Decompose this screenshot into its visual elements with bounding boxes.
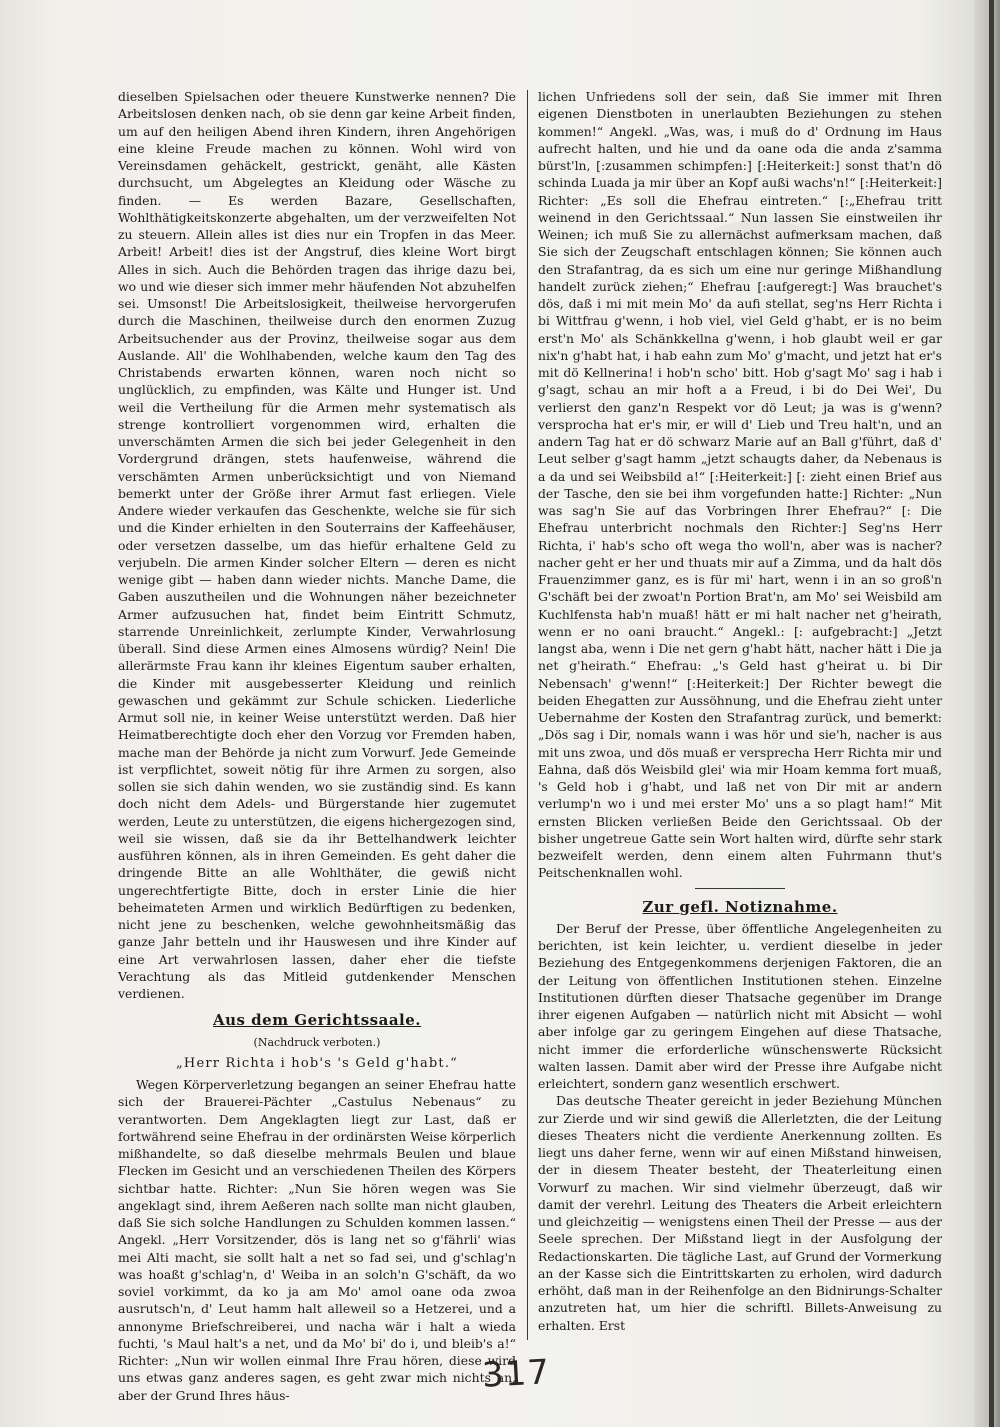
right-paragraph-2: Der Beruf der Presse, über öffentliche Angelegenheiten zu berichten, ist kein leichter, u. verdient dieselbe in jeder Beziehung des Entgegenkommens derjenigen Faktoren, die an der Leitung von öffentlichen Institutionen stehen. Einzelne Institutionen dürften dieser Thatsache gegenüber im Drange ihrer eigenen Aufgaben — natürlich nicht mit Absicht — wohl aber infolge gar zu geringem Eingehen auf diese Thatsache, nicht immer die erforderliche wünschenswerte Rücksicht walten lassen. Damit aber wird der Presse ihre Aufgabe nicht erleichtert, sondern ganz wesentlich erschwert. — [538, 920, 942, 1091]
article-motto: „Herr Richta i hob's 's Geld g'habt.“ — [175, 1055, 459, 1071]
section-rule — [695, 888, 785, 889]
reprint-note: (Nachdruck verboten.) — [253, 1035, 381, 1049]
right-paragraph-3: Das deutsche Theater gereicht in jeder Beziehung München zur Zierde und wir sind gewiß die Allerletzten, die der Leitung dieses Theaters nicht die verdiente Anerkennung zollten. Es liegt uns daher ferne, wenn wir auf einen Mißstand hinweisen, der in diesem Theater besteht, der Theaterleitung einen Vorwurf zu machen. Wir sind vielmehr überzeugt, daß wir damit der verehrl. Leitung des Theaters die Arbeit erleichtern und gleichzeitig — wenigstens einen Theil der Presse — aus der Seele sprechen. Der Mißstand liegt in der Ausfolgung der Redactionskarten. Die tägliche Last, auf Grund der Vormerkung an der Kasse sich die Eintrittskarten zu erholen, wird dadurch erhöht, daß man in der Reihenfolge an den Bidnirungs-Schalter anzutreten hat, um hier die schriftl. Billets-Anweisung zu erhalten. Erst — [538, 1093, 942, 1333]
left-paragraph-1: dieselben Spielsachen oder theuere Kunstwerke nennen? Die Arbeitslosen denken nach, ob sie denn gar keine Arbeit finden, um auf den heiligen Abend ihren Kindern, ihren Angehörigen eine kleine Freude machen zu können. Wohl wird von Vereinsdamen gehäckelt, gestrickt, genäht, alle Kästen durchsucht, um Abgelegtes an Kleidung oder Wäsche zu finden. — Es werden Bazare, Gesellschaften, Wohlthätigkeitskonzerte abgehalten, um der verzweifelten Not zu steuern. Allein alles ist dies nur ein Tropfen in das Meer. Arbeit! Arbeit! dies ist der Angstruf, dies kleine Wort birgt Alles in sich. Auch die Behörden tragen das ihrige dazu bei, wo und wie dieser sich immer mehr häufenden Not abzuhelfen sei. Umsonst! Die Arbeitslosigkeit, theilweise hervorgerufen durch die Maschinen, theilweise durch den enormen Zuzug Arbeitsuchender aus der Provinz, theilweise sogar aus dem Auslande. All' die Wohlhabenden, welche kaum den Tag des Christabends erwarten können, waren noch nicht so unglücklich, zu empfinden, was Kälte und Hunger ist. Und weil die Vertheilung für die Armen mehr systematisch als strenge kontrolliert vorgenommen wird, erhalten die unverschämten Armen die sich bei jeder Gelegenheit in den Vordergrund drängen, stets haufenweise, während die verschämten Armen unberücksichtigt und von Niemand bemerkt unter der Größe ihrer Armut fast erliegen. Viele Andere wieder verkaufen das Geschenkte, welche sie für sich und die Kinder erhielten in den Souterrains der Kaffeehäuser, oder versetzen dasselbe, um das hiefür erhaltene Geld zu verjubeln. Die armen Kinder solcher Eltern — deren es nicht wenige gibt — haben dann wieder nichts. Manche Dame, die Gaben auszutheilen und die Wohnungen näher bezeichneter Armer aufzusuchen hat, findet beim Eintritt Schmutz, starrende Unreinlichkeit, zerlumpte Kinder, Verwahrlosung überall. Sind diese Armen eines Almosens würdig? Nein! Die allerärmste Frau kann ihr kleines Eigentum sauber erhalten, die Kinder mit ausgebesserter Kleidung und reinlich gewaschen und gekämmt zur Schule schicken. Liederliche Armut soll nie, in keiner Weise unterstützt werden. Daß hier Heimatberechtigte doch eher den Vorzug vor Fremden haben, mache man der Behörde ja nicht zum Vorwurf. Jede Gemeinde ist verpflichtet, soweit nötig für ihre Armen zu sorgen, also sollen sie sich dahin wenden, wo sie zuständig sind. Es kann doch nicht dem Adels- und Bürgerstande hier zugemutet werden, Leute zu unterstützen, die eigens hichergezogen sind, weil sie wissen, daß sie da ihr Bettelhandwerk leichter ausführen können, als in ihren Gemeinden. Es geht daher die dringende Bitte an alle Wohlthäter, die gewiß nicht ungerechtfertigte Bitte, doch in erster Linie die hier beheimateten Armen und wirklich Bedürftigen zu bedenken, nicht jene zu beschenken, welche gewohnheitsmäßig das ganze Jahr betteln und ihr Hauswesen und ihre Kinder auf eine Art verwahrlosen lassen, daher eher die tiefste Verachtung als das Mitleid gutdenkender Menschen verdienen. — [118, 89, 516, 1001]
left-paragraph-2: Wegen Körperverletzung begangen an seiner Ehefrau hatte sich der Brauerei-Pächter „Castulus Nebenaus“ zu verantworten. Dem Angeklagten liegt zur Last, daß er fortwährend seine Ehefrau in der ordinärsten Weise körperlich mißhandelte, so daß dieselbe mehrmals Beulen und blaue Flecken im Gesicht und an verschiedenen Theilen des Körpers sichtbar hatte. Richter: „Nun Sie hören wegen was Sie angeklagt sind, ihrem Aeßeren nach sollte man nicht glauben, daß Sie sich solche Handlungen zu Schulden kommen lassen.“ Angekl. „Herr Vorsitzender, dös is lang net so g'fährli' wias mei Alti macht, sie sollt halt a net so fad sei, und g'schlag'n was hoaßt g'schlag'n, d' Weiba in an solch'n G'schäft, da wo soviel vorkimmt, da ko ja am Mo' amol oane oda zwoa ausrutsch'n, d' Leut hamm halt alleweil so a Hetzerei, und a annonyme Briefschreiberei, und nacha wär i halt a wieda fuchti, 's Maul halt's a net, und da Mo' bi' do i, und bleib's a!“ Richter: „Nun wir wollen einmal Ihre Frau hören, diese wird uns etwas ganz anderes sagen, es geht zwar mich nichts an, aber der Grund Ihres häus- — [118, 1077, 516, 1403]
page-number: 317 — [480, 1352, 551, 1396]
right-column — [538, 88, 942, 1338]
page-binding-edge — [974, 0, 1000, 1427]
section-heading-notiznahme: Zur gefl. Notiznahme. — [642, 897, 838, 916]
section-heading-gerichtssaal: Aus dem Gerichtssaale. — [212, 1011, 422, 1030]
column-divider — [527, 90, 528, 1340]
right-paragraph-1: lichen Unfriedens soll der sein, daß Sie immer mit Ihren eigenen Dienstboten in unerlaubten Beziehungen zu stehen kommen!“ Angekl. „Was, was, i muß do d' Ordnung im Haus aufrecht halten, und hie und da oane oda die anda z'samma bürst'ln, [:zusammen schimpfen:] [:Heiterkeit:] sonst that'n dö schinda Luada ja mir über an Kopf außi wachs'n!“ [:Heiterkeit:] Richter: „Es soll die Ehefrau eintreten.“ [:„Ehefrau tritt weinend in den Gerichtssaal.“ Nun lassen Sie einstweilen ihr Weinen; ich muß Sie zu allernächst aufmerksam machen, daß Sie sich der Zeugschaft entschlagen können; Sie können auch den Strafantrag, da es sich um eine nur geringe Mißhandlung handelt zurück ziehen;“ Ehefrau [:aufgeregt:] Was brauchet's dös, daß i mi mit mein Mo' da aufi stellat, seg'ns Herr Richta i bi Wittfrau g'wenn, i hob viel, viel Geld g'habt, er is no beim erst'n Mo' als Schänkkellna g'wenn, i hob glaubt weil er gar nix'n g'habt hat, i hab eahn zum Mo' g'macht, und jetzt hat er's mit dö Kellnerina! i hob'n scho' bitt. Hob g'sagt Mo' sag i hab i g'sagt, schau an mir hoft a a Freud, i bi do Dei Wei', Du verlierst den ganz'n Respekt vor dö Leut; ja was is g'wenn? versprocha hat er's mir, er will d' Lieb und Treu halt'n, und an andern Tag hat er dö schwarz Marie auf an Ball g'führt, daß d' Leut selber g'sagt hamm „jetzt schaugts daher, da Nebenaus is a da und sei Weibsbild a!“ [:Heiterkeit:] [: zieht einen Brief aus der Tasche, den sie bei ihm vorgefunden hatte:] Richter: „Nun was sag'n Sie auf das Vorbringen Ihrer Ehefrau?“ [: Die Ehefrau unterbricht nochmals den Richter:] Seg'ns Herr Richta, i' hab's scho oft wega tho woll'n, aber was is nacher? nacher geht er her und thuats mir auf a Zimma, und da halt dös Frauenzimmer ganz, es is für mi' hart, wenn i in an so groß'n G'schäft bei der zwoat'n Portion Brat'n, am Mo' sei Weisbild am Kuchlfensta hab'n muaß! hätt er mi halt nacher net g'heirath, wenn er no oani braucht.“ Angekl.: [: aufgebracht:] „Jetzt langst aba, wenn i Die net gern g'habt hätt, nacher hätt i Die ja net g'heirath.“ Ehefrau: „'s Geld hast g'heirat u. bi Dir Nebensach' g'wenn!“ [:Heiterkeit:] Der Richter bewegt die beiden Ehegatten zur Aussöhnung, und die Ehefrau zieht unter Uebernahme der Kosten den Strafantrag zurück, und bemerkt: „Dös sag i Dir, nomals wann i was hör und sie'h, nacher is aus mit uns zwoa, und dös muaß er versprecha Herr Richta mir und Eahna, daß dös Weisbild glei' wia mir Hoam kemma fort muaß, 's Geld hob i g'habt, und laß net von Dir mit ar andern verlump'n wo i und mei erster Mo' uns a so plagt ham!“ Mit ernsten Blicken verließen Beide den Gerichtssaal. Ob der bisher ungetreue Gatte sein Wort halten wird, dürfte sehr stark bezweifelt werden, denn einem alten Fuhrmann thut's Peitschenknallen wohl. — [538, 89, 942, 881]
